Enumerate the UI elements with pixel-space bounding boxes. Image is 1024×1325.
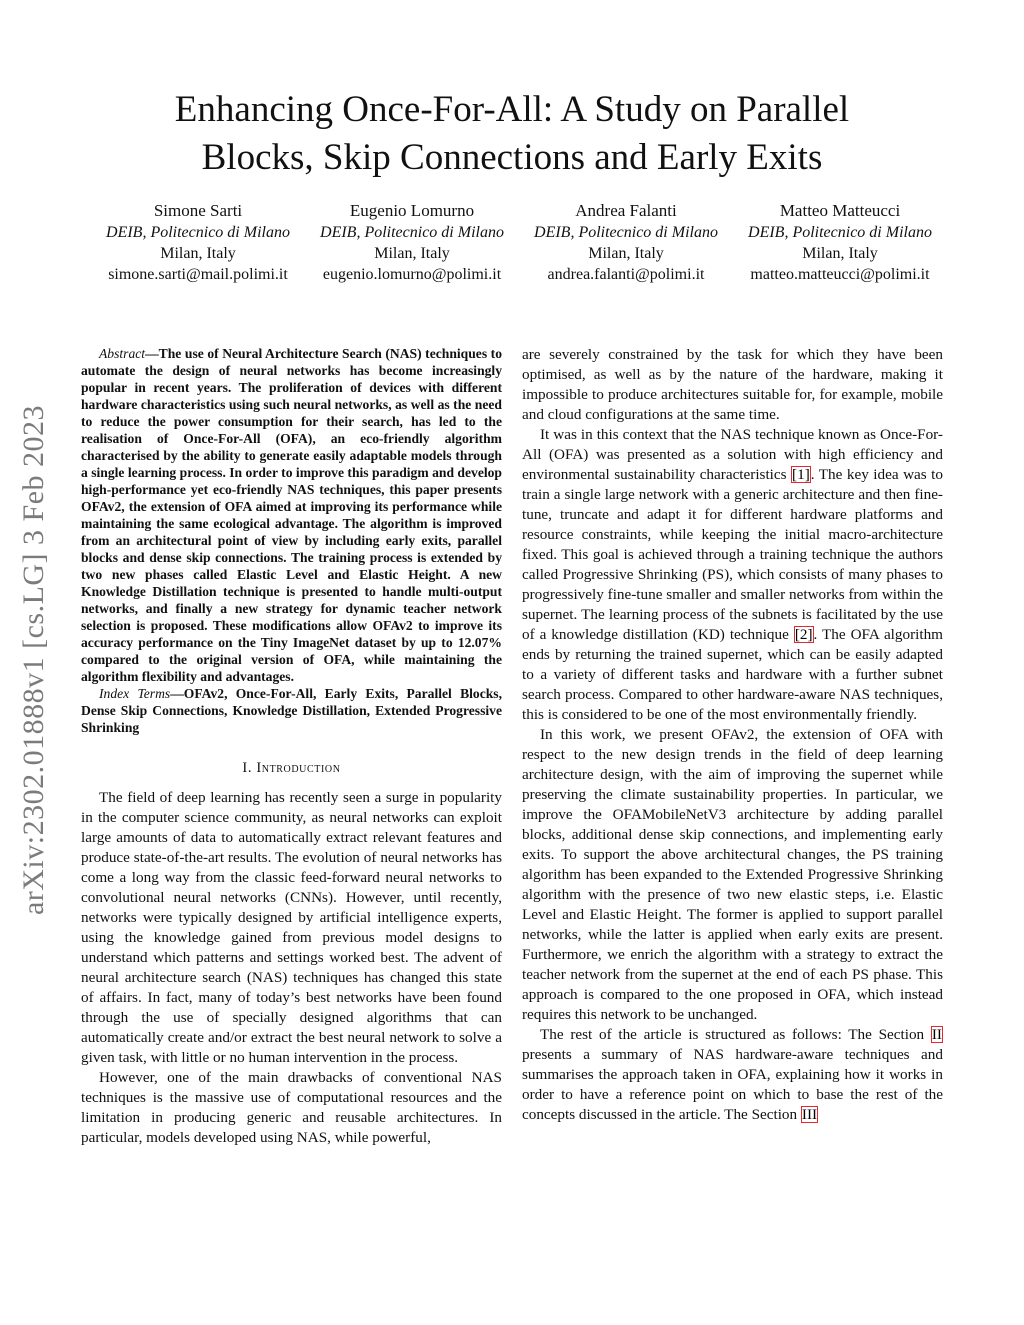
author-email[interactable]: simone.sarti@mail.polimi.it <box>108 266 288 283</box>
intro-paragraph-2: However, one of the main drawbacks of conventional NAS techniques is the massive use of computational resources and the limitation in producing generic and reusable architectures. In particular, models developed using NAS, while powerful, <box>81 1069 502 1146</box>
section-number: I. <box>242 760 253 776</box>
section-heading-introduction <box>81 758 502 778</box>
author-2 <box>306 200 518 285</box>
right-column <box>522 345 943 1125</box>
index-terms-label: Index Terms <box>99 686 171 701</box>
paragraph-text: . The OFA algorithm ends by returning the trained supernet, which can be easily adapted to a variety of different tasks and hardware with a further subnet search process. Compared to other hardware-aware NAS techniques, this is considered to be one of the most environmentally friendly. <box>522 626 943 723</box>
author-location: Milan, Italy <box>588 245 664 262</box>
author-name: Eugenio Lomurno <box>349 201 475 220</box>
author-3 <box>520 200 732 285</box>
author-name: Simone Sarti <box>153 201 243 220</box>
intro-paragraph-1: The field of deep learning has recently seen a surge in popularity in the computer science community, as neural networks can exploit large amounts of data to automatically extract relevant features and produce state-of-the-art results. The evolution of neural networks has come a long way from the classic feed-forward neural networks to convolutional neural networks (CNNs). However, until recently, networks were typically designed by artificial intelligence experts, using the knowledge gained from previous model designs to understand which patterns and settings worked best. The advent of neural architecture search (NAS) techniques has changed this state of affairs. In fact, many of today’s best networks have been found through the use of specially designed algorithms that can automatically create and/or extract the best neural network to solve a given task, with little or no human intervention in the process. <box>81 789 502 1066</box>
paragraph-text: presents a summary of NAS hardware-aware techniques and summarises the approach taken in OFA, explaining how it works in order to have a reference point on which to base the rest of the concepts discussed in the article. The Section <box>522 1046 943 1123</box>
author-location: Milan, Italy <box>160 245 236 262</box>
right-paragraph-1: are severely constrained by the task for which they have been optimised, as well as by the nature of the hardware, making it impossible to produce architectures suitable for, for example, mobile and cloud configurations at the same time. <box>522 346 943 423</box>
citation-link[interactable]: [1] <box>792 466 810 483</box>
author-affiliation: DEIB, Politecnico di Milano <box>106 224 290 241</box>
author-email[interactable]: matteo.matteucci@polimi.it <box>750 266 930 283</box>
right-paragraph-2 <box>522 425 943 725</box>
right-paragraph-3: In this work, we present OFAv2, the extension of OFA with respect to the new design trends in the field of deep learning architecture design, with the aim of improving the supernet while preserving the climate sustainability properties. In particular, we improve the OFAMobileNetV3 architecture by adding parallel blocks, additional dense skip connections, and implementing early exits. To support the above architectural changes, the PS training algorithm has been expanded to the Extended Progressive Shrinking algorithm with the presence of two new elastic steps, i.e. Elastic Level and Elastic Height. The former is applied to support parallel networks, while the latter is applied when early exits are present. Furthermore, we enrich the algorithm with a strategy to extract the teacher network from the supernet at the end of each PS phase. This approach is compared to the one proposed in OFA, which instead requires this network to be unchanged. <box>522 726 943 1023</box>
abstract-dash: — <box>145 346 159 361</box>
author-email[interactable]: eugenio.lomurno@polimi.it <box>322 266 502 283</box>
author-email[interactable]: andrea.falanti@polimi.it <box>547 266 705 283</box>
section-link[interactable]: II <box>931 1026 942 1043</box>
author-location: Milan, Italy <box>802 245 878 262</box>
author-affiliation: DEIB, Politecnico di Milano <box>748 224 932 241</box>
abstract-label: Abstract <box>99 346 146 361</box>
abstract-text: The use of Neural Architecture Search (NAS) techniques to automate the design of neural networks has become increasingly popular in recent years. The proliferation of devices with different hardware characteristics using such neural networks, as well as the need to reduce the power consumption for their search, has led to the realisation of Once-For-All (OFA), an eco-friendly algorithm characterised by the ability to generate easily adaptable models through a single learning process. In order to improve this paradigm and develop high-performance yet eco-friendly NAS techniques, this paper presents OFAv2, the extension of OFA aimed at improving its performance while maintaining the same ecological advantage. The algorithm is improved from an architectural point of view by including early exits, parallel blocks and dense skip connections. The training process is extended by two new phases called Elastic Level and Elastic Height. A new Knowledge Distillation technique is presented to handle multi-output networks, and finally a new strategy for dynamic teacher network selection is proposed. These modifications allow OFAv2 to improve its accuracy performance on the Tiny ImageNet dataset by up to 12.07% compared to the original version of OFA, while maintaining the algorithm flexibility and advantages. <box>81 346 502 684</box>
author-affiliation: DEIB, Politecnico di Milano <box>534 224 718 241</box>
author-name: Matteo Matteucci <box>779 201 901 220</box>
title-line-2: Blocks, Skip Connections and Early Exits <box>201 137 823 178</box>
paragraph-text: The rest of the article is structured as follows: The Section <box>540 1026 931 1043</box>
index-terms-dash: — <box>170 686 184 701</box>
right-paragraph-4 <box>522 1025 943 1125</box>
arxiv-stamp-text: arXiv:2302.01888v1 [cs.LG] 3 Feb 2023 <box>17 404 51 916</box>
index-terms <box>81 685 502 736</box>
paragraph-text: . The key idea was to train a single large network with a generic architecture and then fine-tune, truncate and adapt it for different hardware platforms and resource constraints, while keeping the initial macro-architecture fixed. This goal is achieved through a training technique the authors called Progressive Shrinking (PS), which consists of many phases to progressively fine-tune smaller and smaller networks from within the supernet. The learning process of the subnets is facilitated by the use of a knowledge distillation (KD) technique <box>522 466 943 643</box>
author-name: Andrea Falanti <box>575 201 677 220</box>
paragraph-text: It was in this context that the NAS technique known as Once-For-All (OFA) was presented as a solution with high efficiency and environmental sustainability characteristics <box>522 426 943 483</box>
author-4 <box>734 200 946 285</box>
index-terms-text: OFAv2, Once-For-All, Early Exits, Parallel Blocks, Dense Skip Connections, Knowledge Distillation, Extended Progressive Shrinking <box>81 686 502 735</box>
paper-title <box>90 86 934 182</box>
title-line-1: Enhancing Once-For-All: A Study on Parallel <box>174 89 850 130</box>
author-block <box>92 200 946 285</box>
author-1 <box>92 200 304 285</box>
left-column <box>81 345 502 1148</box>
section-link[interactable]: III <box>801 1106 818 1123</box>
section-title: Introduction <box>256 760 341 776</box>
citation-link[interactable]: [2] <box>794 626 813 643</box>
abstract <box>81 345 502 685</box>
arxiv-stamp <box>14 360 54 960</box>
author-affiliation: DEIB, Politecnico di Milano <box>320 224 504 241</box>
author-location: Milan, Italy <box>374 245 450 262</box>
